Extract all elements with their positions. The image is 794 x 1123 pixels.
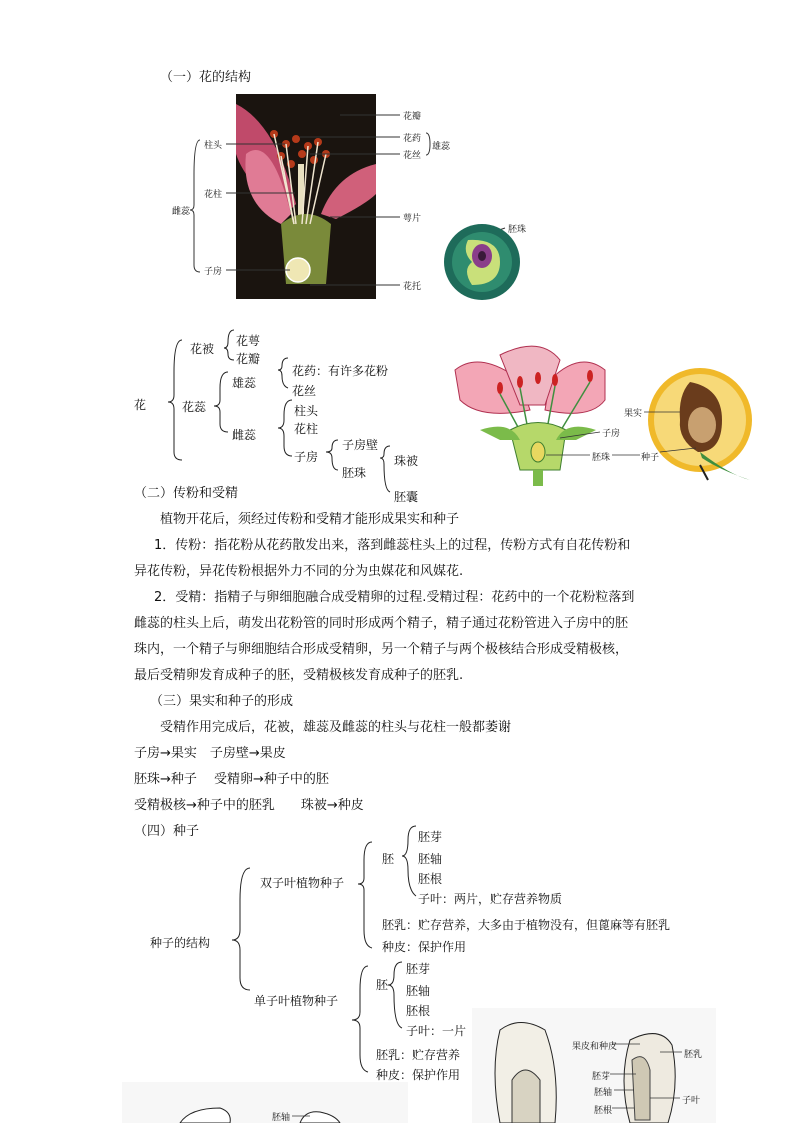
- tree-style: 花柱: [294, 422, 319, 436]
- label-petal: 花瓣: [403, 112, 422, 122]
- label-sepal: 萼片: [403, 214, 422, 224]
- diagram2-ovary: 子房: [602, 429, 621, 439]
- tree-corolla: 花瓣: [236, 352, 261, 366]
- corn-label-radicle: 胚根: [594, 1106, 613, 1116]
- diagram2-seed: 种子: [641, 453, 660, 463]
- tree-ovary-wall: 子房壁: [342, 438, 379, 452]
- fertilization-line2: 雌蕊的柱头上后，萌发出花粉管的同时形成两个精子，精子通过花粉管进入子房中的胚: [134, 616, 629, 631]
- monocot-embryo: 胚: [376, 978, 389, 992]
- section3-line3: 受精极核→种子中的胚乳 珠被→种皮: [134, 798, 364, 813]
- fertilization-line1: 2．受精：指精子与卵细胞融合成受精卵的过程.受精过程：花药中的一个花粉粒落到: [154, 590, 635, 605]
- corn-label-cotyledon: 子叶: [682, 1096, 701, 1106]
- diagram2-ovule: 胚珠: [592, 453, 611, 463]
- seed-root: 种子的结构: [150, 936, 211, 950]
- label-style: 花柱: [204, 190, 223, 200]
- corn-label-hypocotyl: 胚轴: [594, 1088, 613, 1098]
- tree-anther-desc: 花药：有许多花粉: [292, 364, 389, 378]
- monocot-coat: 种皮：保护作用: [376, 1068, 461, 1082]
- seed-dicot: 双子叶植物种子: [260, 876, 345, 890]
- section1-heading: （一）花的结构: [160, 70, 252, 85]
- dicot-plumule: 胚芽: [418, 830, 443, 844]
- dicot-endosperm: 胚乳：贮存营养，大多由于植物没有，但蓖麻等有胚乳: [382, 918, 671, 932]
- bean-label-hypocotyl: 胚轴: [272, 1113, 291, 1123]
- fertilization-line3: 珠内，一个精子与卵细胞结合形成受精卵，另一个精子与两个极核结合形成受精极核，: [134, 642, 629, 657]
- corn-label-pericarp-coat: 果皮和种皮: [572, 1042, 618, 1052]
- tree-calyx: 花萼: [236, 334, 261, 348]
- monocot-cotyledon: 子叶：一片: [406, 1024, 467, 1038]
- monocot-plumule: 胚芽: [406, 962, 431, 976]
- tree-filament: 花丝: [292, 384, 317, 398]
- seed-monocot: 单子叶植物种子: [254, 994, 339, 1008]
- label-stigma: 柱头: [204, 141, 223, 151]
- pollination-line1: 1．传粉：指花粉从花药散发出来，落到雌蕊柱头上的过程，传粉方式有自花传粉和: [154, 538, 631, 553]
- label-pistil: 雌蕊: [172, 207, 191, 217]
- monocot-radicle: 胚根: [406, 1004, 431, 1018]
- tree-stigma: 柱头: [294, 404, 319, 418]
- tree-pistil: 雌蕊: [232, 428, 257, 442]
- dicot-embryo: 胚: [382, 852, 395, 866]
- dicot-coat: 种皮：保护作用: [382, 940, 467, 954]
- monocot-endosperm: 胚乳：贮存营养: [376, 1048, 461, 1062]
- corn-label-endosperm: 胚乳: [684, 1050, 703, 1060]
- pollination-line2: 异花传粉，异花传粉根据外力不同的分为虫媒花和风媒花.: [134, 564, 464, 579]
- tree-perianth: 花被: [190, 342, 215, 356]
- section4-heading: （四）种子: [134, 824, 200, 839]
- monocot-hypocotyl: 胚轴: [406, 984, 431, 998]
- label-filament: 花丝: [403, 151, 422, 161]
- tree-integument: 珠被: [394, 454, 419, 468]
- dicot-radicle: 胚根: [418, 872, 443, 886]
- dicot-hypocotyl: 胚轴: [418, 852, 443, 866]
- tree-root: 花: [134, 398, 147, 412]
- dicot-cotyledon: 子叶：两片，贮存营养物质: [418, 892, 563, 906]
- label-stamen: 雄蕊: [432, 142, 451, 152]
- label-receptacle: 花托: [403, 282, 422, 292]
- tree-stamen: 雄蕊: [232, 376, 257, 390]
- section3-intro: 受精作用完成后，花被，雄蕊及雌蕊的柱头与花柱一般都萎谢: [160, 720, 512, 735]
- section2-intro: 植物开花后，须经过传粉和受精才能形成果实和种子: [160, 512, 460, 527]
- diagram2-fruit: 果实: [624, 409, 643, 419]
- tree-ovule: 胚珠: [342, 466, 367, 480]
- label-anther: 花药: [403, 134, 422, 144]
- section3-heading: （三）果实和种子的形成: [150, 694, 294, 709]
- tree-ovary: 子房: [294, 450, 319, 464]
- section2-heading: （二）传粉和受精: [134, 486, 239, 501]
- tree-pistil-stamen: 花蕊: [182, 400, 207, 414]
- tree-embryo-sac: 胚囊: [394, 490, 419, 504]
- section3-line1: 子房→果实 子房壁→果皮: [134, 746, 286, 761]
- corn-label-plumule: 胚芽: [592, 1072, 611, 1082]
- section3-line2: 胚珠→种子 受精卵→种子中的胚: [134, 772, 329, 787]
- fertilization-line4: 最后受精卵发育成种子的胚，受精极核发育成种子的胚乳.: [134, 668, 464, 683]
- label-ovary: 子房: [204, 267, 223, 277]
- label-ovule: 胚珠: [508, 225, 527, 235]
